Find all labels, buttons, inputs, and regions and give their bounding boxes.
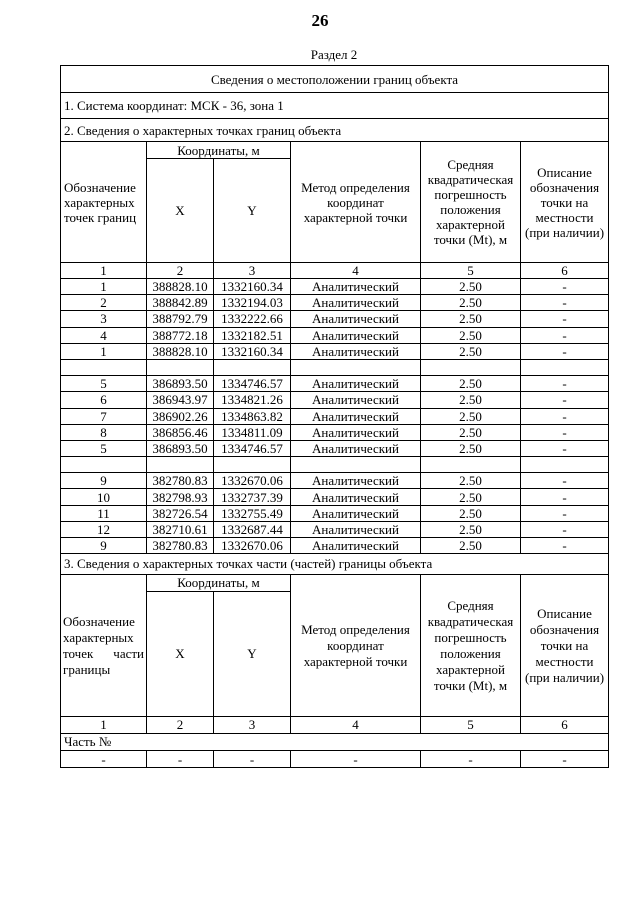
table-row [61,489,609,505]
cell-description: - [521,424,609,440]
cell-y: 1332687.44 [214,521,291,537]
header-y: Y [214,159,291,263]
cell-x: 386856.46 [147,424,214,440]
cell-y: 1332160.34 [214,279,291,295]
cell-y: 1334863.82 [214,408,291,424]
cell-accuracy: 2.50 [421,279,521,295]
column-number: 4 [291,263,421,279]
cell-x: 382780.83 [147,473,214,489]
cell-x: 382780.83 [147,538,214,554]
table-row [61,505,609,521]
table-row [61,424,609,440]
cell-method: Аналитический [291,424,421,440]
table-row [61,538,609,554]
header-description: Описание обозначения точки на местности (при наличии) [521,575,609,717]
cell-point: 5 [61,440,147,456]
column-number: 3 [214,263,291,279]
cell-y: 1334746.57 [214,376,291,392]
cell-description: - [521,279,609,295]
cell-description: - [521,376,609,392]
header-coordinates: Координаты, м [147,575,291,592]
cell-y: 1334811.09 [214,424,291,440]
cell-x: 382798.93 [147,489,214,505]
cell-point: 10 [61,489,147,505]
column-number: 3 [214,717,291,734]
header-description: Описание обозначения точки на местности (при наличии) [521,142,609,263]
cell-y [214,457,291,473]
cell-description: - [521,489,609,505]
cell-point: 9 [61,538,147,554]
cell-point: 2 [61,295,147,311]
table-row [61,457,609,473]
cell-accuracy: 2.50 [421,424,521,440]
cell-point: 4 [61,327,147,343]
header-x: X [147,159,214,263]
part-label-row [61,734,609,751]
cell-description: - [521,311,609,327]
header-point-designation: Обозначение характерных точек части границы [61,575,147,717]
cell-description: - [521,440,609,456]
cell-description: - [521,408,609,424]
cell-accuracy: 2.50 [421,473,521,489]
cell-accuracy: 2.50 [421,440,521,456]
cell-y: 1334746.57 [214,440,291,456]
cell-y: 1332755.49 [214,505,291,521]
table-row [61,311,609,327]
cell-accuracy: 2.50 [421,311,521,327]
column-number: 4 [291,717,421,734]
section3-heading-row [61,554,609,575]
section2-heading: 2. Сведения о характерных точках границ объекта [61,119,609,142]
cell-description [521,457,609,473]
cell-accuracy: 2.50 [421,505,521,521]
table-row [61,295,609,311]
cell-accuracy: 2.50 [421,376,521,392]
cell-point: 3 [61,311,147,327]
cell-description: - [521,327,609,343]
cell-description: - [521,343,609,359]
section2-header-block [61,66,609,279]
cell-description: - [521,505,609,521]
cell-x [147,457,214,473]
cell-description [521,359,609,375]
column-number: 5 [421,263,521,279]
section2-heading-row [61,119,609,142]
cell-method: Аналитический [291,521,421,537]
cell-method: Аналитический [291,311,421,327]
cell-point: 7 [61,408,147,424]
cell-x: 388842.89 [147,295,214,311]
cell-accuracy [421,457,521,473]
cell-accuracy: 2.50 [421,343,521,359]
column-number: 6 [521,263,609,279]
cell-method: Аналитический [291,473,421,489]
part-label: Часть № [61,734,609,751]
cell-point: 1 [61,343,147,359]
table-row [61,440,609,456]
cell-point: 12 [61,521,147,537]
cell-accuracy: 2.50 [421,408,521,424]
cell-x: 386902.26 [147,408,214,424]
header-accuracy: Средняя квадратическая погрешность положения характерной точки (Mt), м [421,575,521,717]
section-label: Раздел 2 [310,47,358,62]
column-numbers-row [61,717,609,734]
table-row [61,327,609,343]
table-row [61,343,609,359]
section3-rows [61,751,609,768]
cell-x: 386943.97 [147,392,214,408]
cell-y [214,359,291,375]
table-row [61,521,609,537]
section2-header-row [61,142,609,159]
cell-y: 1332670.06 [214,473,291,489]
cell-point: - [61,751,147,768]
cell-x: 386893.50 [147,440,214,456]
cell-x [147,359,214,375]
table-row [61,359,609,375]
cell-description: - [521,473,609,489]
cell-y: 1332222.66 [214,311,291,327]
cell-point: 5 [61,376,147,392]
cell-method: Аналитический [291,392,421,408]
coordinate-system-row [61,93,609,119]
cell-description: - [521,751,609,768]
table-row [61,392,609,408]
column-number: 1 [61,717,147,734]
column-numbers-row [61,263,609,279]
cell-accuracy: 2.50 [421,521,521,537]
table-row [61,408,609,424]
column-number: 5 [421,717,521,734]
cell-y: 1332160.34 [214,343,291,359]
cell-method: Аналитический [291,376,421,392]
section3-header-row [61,575,609,592]
cell-x: 388828.10 [147,279,214,295]
cell-accuracy: - [421,751,521,768]
cell-method: Аналитический [291,295,421,311]
cell-y: 1334821.26 [214,392,291,408]
table-row [61,376,609,392]
cell-point: 6 [61,392,147,408]
cell-point: 8 [61,424,147,440]
cell-method [291,359,421,375]
table-title-row [61,66,609,93]
page-number: 26 [311,11,329,30]
cell-description: - [521,392,609,408]
cell-method: Аналитический [291,408,421,424]
table-row [61,279,609,295]
cell-point: 11 [61,505,147,521]
cell-point [61,359,147,375]
cell-y: 1332670.06 [214,538,291,554]
table-row [61,473,609,489]
header-method: Метод определения координат характерной точки [291,142,421,263]
cell-accuracy: 2.50 [421,327,521,343]
cell-method: Аналитический [291,538,421,554]
cell-method: Аналитический [291,327,421,343]
cell-accuracy: 2.50 [421,295,521,311]
cell-y: 1332194.03 [214,295,291,311]
section3-heading: 3. Сведения о характерных точках части (частей) границы объекта [61,554,609,575]
cell-method [291,457,421,473]
header-point-designation: Обозначение характерных точек границ [61,142,147,263]
cell-method: Аналитический [291,489,421,505]
cell-x: 388828.10 [147,343,214,359]
cell-point: 9 [61,473,147,489]
cell-y: - [214,751,291,768]
cell-accuracy: 2.50 [421,538,521,554]
cell-description: - [521,295,609,311]
cell-accuracy: 2.50 [421,392,521,408]
cell-x: 382710.61 [147,521,214,537]
cell-accuracy: 2.50 [421,489,521,505]
cell-method: Аналитический [291,343,421,359]
header-y: Y [214,592,291,717]
section3-header-block [61,554,609,751]
cell-method: Аналитический [291,279,421,295]
column-number: 2 [147,263,214,279]
cell-x: - [147,751,214,768]
cell-accuracy [421,359,521,375]
cell-method: - [291,751,421,768]
table-row [61,751,609,768]
column-number: 1 [61,263,147,279]
cell-point [61,457,147,473]
section2-rows [61,279,609,554]
column-number: 6 [521,717,609,734]
table-title: Сведения о местоположении границ объекта [61,66,609,93]
header-accuracy: Средняя квадратическая погрешность положения характерной точки (Mt), м [421,142,521,263]
boundaries-table [60,65,609,768]
cell-description: - [521,521,609,537]
header-method: Метод определения координат характерной точки [291,575,421,717]
cell-y: 1332182.51 [214,327,291,343]
cell-method: Аналитический [291,440,421,456]
header-x: X [147,592,214,717]
column-number: 2 [147,717,214,734]
cell-y: 1332737.39 [214,489,291,505]
cell-x: 388792.79 [147,311,214,327]
header-coordinates: Координаты, м [147,142,291,159]
cell-description: - [521,538,609,554]
cell-method: Аналитический [291,505,421,521]
cell-x: 382726.54 [147,505,214,521]
cell-x: 386893.50 [147,376,214,392]
coordinate-system: 1. Система координат: МСК - 36, зона 1 [61,93,609,119]
cell-x: 388772.18 [147,327,214,343]
cell-point: 1 [61,279,147,295]
